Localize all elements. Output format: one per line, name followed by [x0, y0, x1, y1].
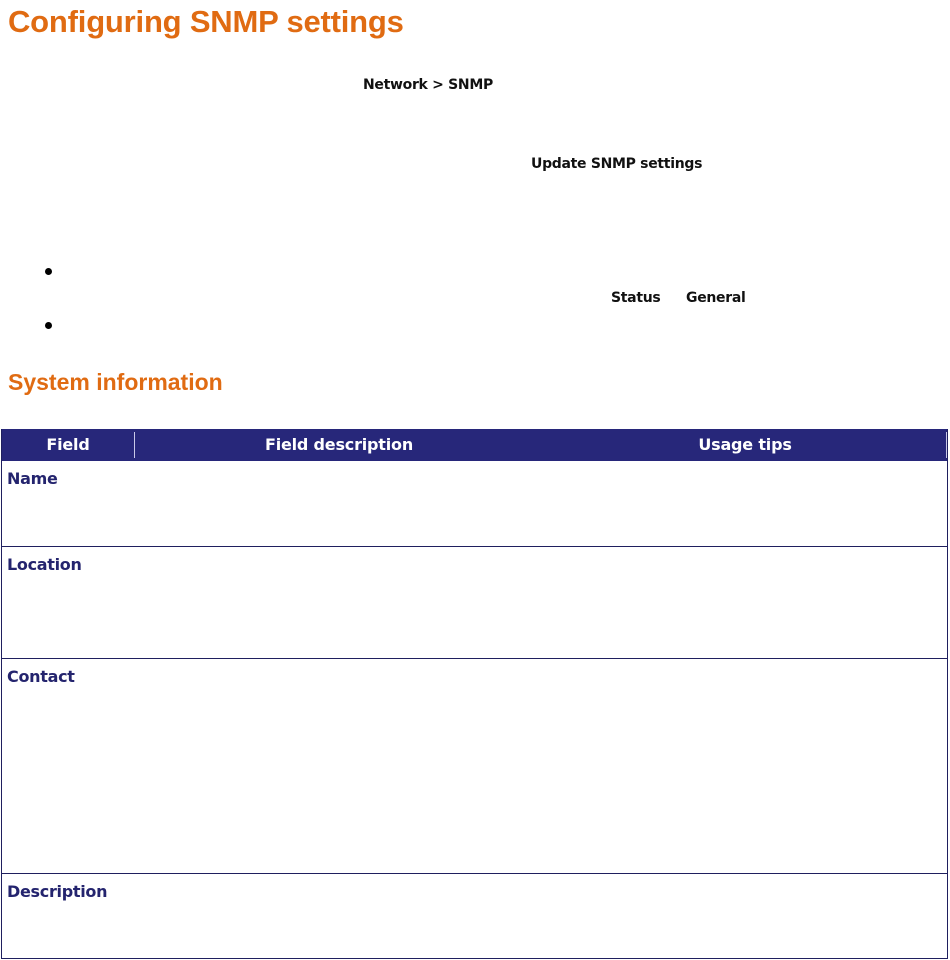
table-row [2, 874, 947, 958]
menu-path-label: Network > SNMP [363, 77, 493, 93]
header-usage-tips: Usage tips [698, 435, 792, 454]
field-name: Location [7, 555, 82, 574]
header-field-description: Field description [264, 435, 414, 454]
general-tab-label: General [686, 290, 746, 306]
field-name: Name [7, 469, 58, 488]
section-title: System information [8, 369, 223, 395]
system-information-table [1, 429, 948, 959]
table-row [2, 461, 947, 547]
field-name: Contact [7, 667, 75, 686]
bullet-icon [45, 268, 52, 275]
update-snmp-settings-label: Update SNMP settings [531, 156, 703, 172]
field-name: Description [7, 882, 108, 901]
page-title: Configuring SNMP settings [8, 4, 404, 39]
table-header [2, 429, 947, 461]
table-row [2, 659, 947, 874]
table-row [2, 547, 947, 659]
header-field: Field [46, 435, 90, 454]
header-separator [946, 432, 947, 458]
status-tab-label: Status [611, 290, 661, 306]
bullet-icon [45, 322, 52, 329]
